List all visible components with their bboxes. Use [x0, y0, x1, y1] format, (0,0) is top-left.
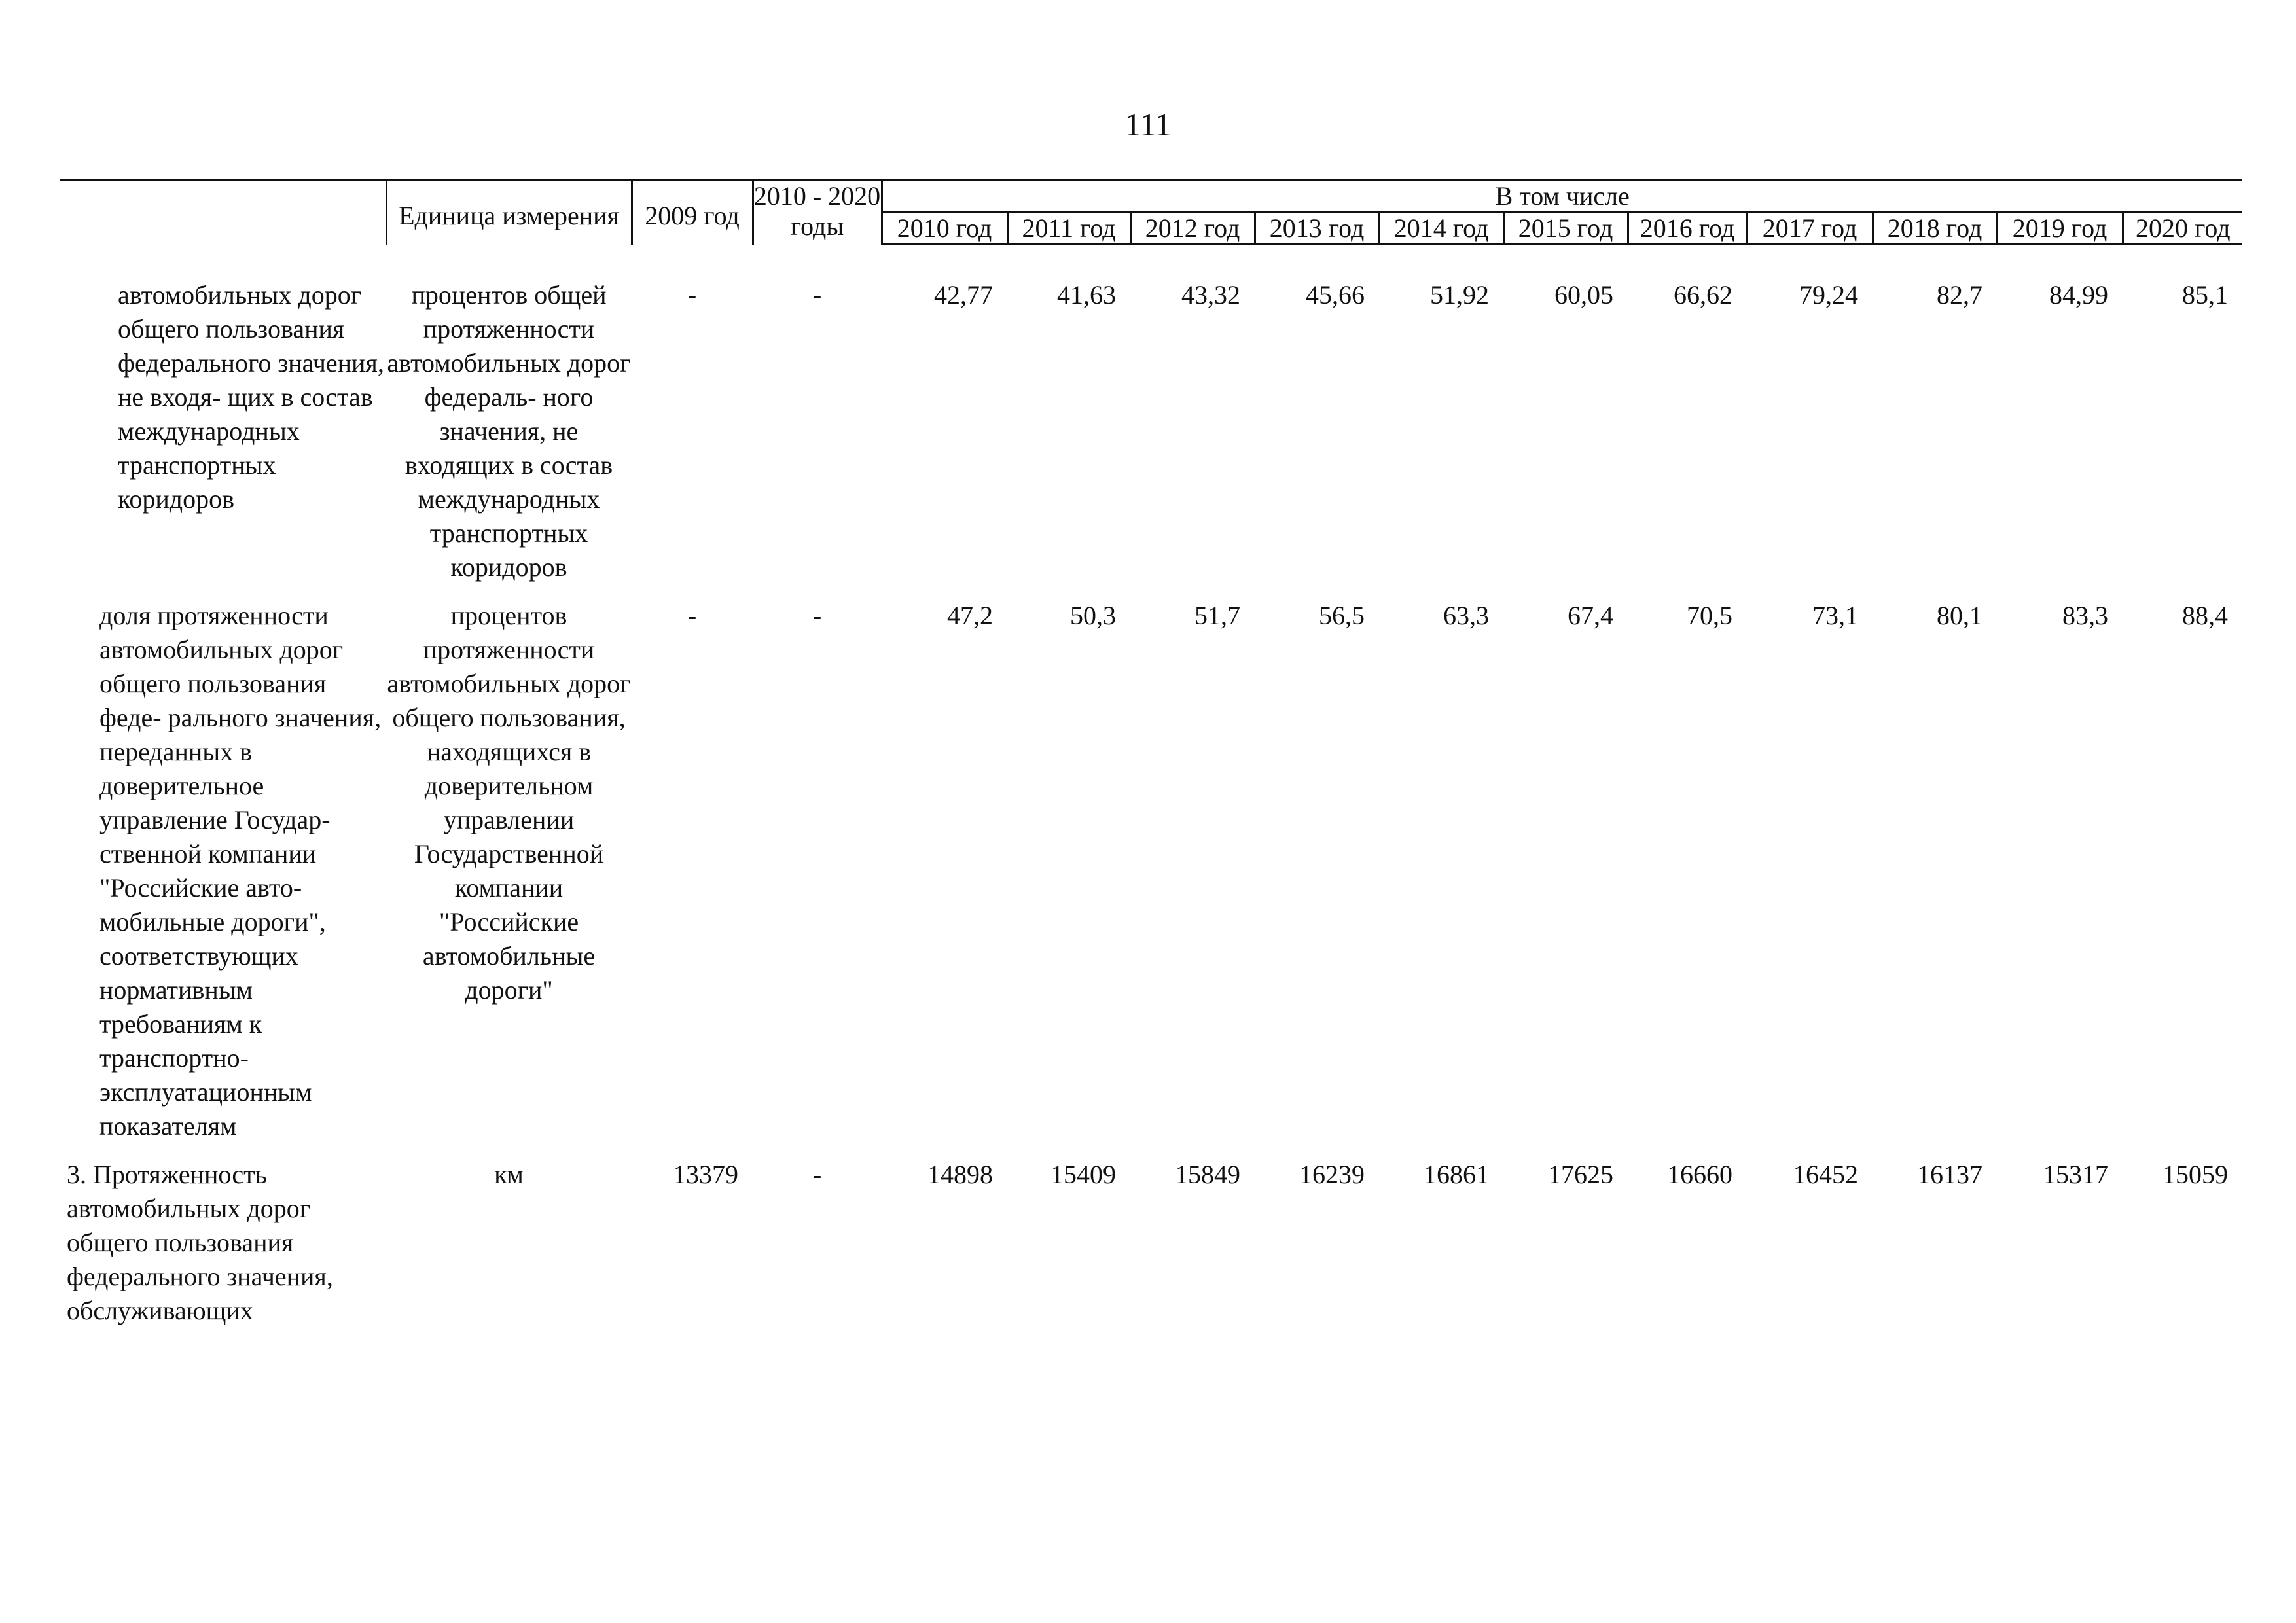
header-year: 2016 год [1628, 213, 1747, 245]
value-cell: 51,7 [1194, 601, 1240, 630]
value-period: - [812, 280, 822, 310]
value-cell: 63,3 [1443, 601, 1489, 630]
indicators-table [60, 179, 2242, 1328]
value-cell: 47,2 [947, 601, 993, 630]
header-2009: 2009 год [632, 181, 753, 245]
value-cell: 43,32 [1181, 280, 1240, 310]
value-cell: 16452 [1793, 1160, 1858, 1189]
value-cell: 42,77 [934, 280, 993, 310]
table-row [60, 278, 2242, 584]
unit-cell: процентов общей протяженности автомобильных дорог федераль- ного значения, не входящих в состав международных транспортных коридоров [387, 280, 631, 582]
value-cell: 17625 [1548, 1160, 1613, 1189]
value-cell: 83,3 [2062, 601, 2108, 630]
value-period: - [812, 1160, 822, 1189]
value-cell: 16660 [1667, 1160, 1732, 1189]
header-year: 2013 год [1255, 213, 1379, 245]
header-period: 2010 - 2020 годы [753, 181, 882, 245]
table-row [60, 599, 2242, 1143]
header-year: 2020 год [2123, 213, 2242, 245]
value-cell: 60,05 [1554, 280, 1613, 310]
value-cell: 15317 [2043, 1160, 2108, 1189]
value-cell: 56,5 [1319, 601, 1365, 630]
page-number: 111 [1124, 106, 1172, 143]
value-cell: 51,92 [1430, 280, 1489, 310]
header-year: 2010 год [882, 213, 1007, 245]
value-cell: 82,7 [1937, 280, 1982, 310]
header-year: 2014 год [1379, 213, 1503, 245]
value-cell: 45,66 [1306, 280, 1365, 310]
header-year: 2019 год [1997, 213, 2123, 245]
value-cell: 70,5 [1687, 601, 1732, 630]
value-cell: 84,99 [2049, 280, 2108, 310]
value-cell: 41,63 [1057, 280, 1116, 310]
table-row [60, 1158, 2242, 1328]
value-cell: 79,24 [1799, 280, 1858, 310]
value-cell: 14898 [927, 1160, 993, 1189]
value-cell: 16137 [1917, 1160, 1982, 1189]
table-body [60, 245, 2242, 1329]
value-cell: 88,4 [2182, 601, 2228, 630]
header-year: 2011 год [1007, 213, 1130, 245]
value-cell: 16861 [1424, 1160, 1489, 1189]
value-2009: - [687, 601, 697, 630]
value-period: - [812, 601, 822, 630]
unit-cell: км [494, 1160, 524, 1189]
header-including: В том числе [882, 181, 2242, 213]
header-unit: Единица измерения [386, 181, 632, 245]
header-year: 2018 год [1873, 213, 1997, 245]
value-cell: 85,1 [2182, 280, 2228, 310]
value-cell: 80,1 [1937, 601, 1982, 630]
value-cell: 67,4 [1568, 601, 1613, 630]
indicator-name: автомобильных дорог общего пользования федерального значения, не входя- щих в состав международных транспортных коридоров [118, 280, 384, 514]
value-2009: 13379 [673, 1160, 738, 1189]
header-year: 2017 год [1747, 213, 1873, 245]
indicator-name: 3. Протяженность автомобильных дорог общего пользования федерального значения, обслуживающих [67, 1160, 333, 1325]
header-indicator-cell [60, 181, 386, 245]
value-2009: - [687, 280, 697, 310]
indicator-name: доля протяженности автомобильных дорог общего пользования феде- рального значения, переданных в доверительное управление Государ- ственной компании "Российские авто- мобильные дороги", соответствующих нормативным требованиям к транспортно- эксплуатационным показателям [99, 601, 382, 1141]
value-cell: 50,3 [1070, 601, 1116, 630]
header-year: 2015 год [1503, 213, 1628, 245]
value-cell: 16239 [1299, 1160, 1365, 1189]
unit-cell: процентов протяженности автомобильных дорог общего пользования, находящихся в доверительном управлении Государственной компании "Российские автомобильные дороги" [387, 601, 631, 1005]
value-cell: 15059 [2162, 1160, 2228, 1189]
value-cell: 15849 [1175, 1160, 1240, 1189]
table-header [60, 181, 2242, 245]
value-cell: 15409 [1050, 1160, 1116, 1189]
header-year: 2012 год [1130, 213, 1255, 245]
value-cell: 73,1 [1812, 601, 1858, 630]
value-cell: 66,62 [1674, 280, 1732, 310]
